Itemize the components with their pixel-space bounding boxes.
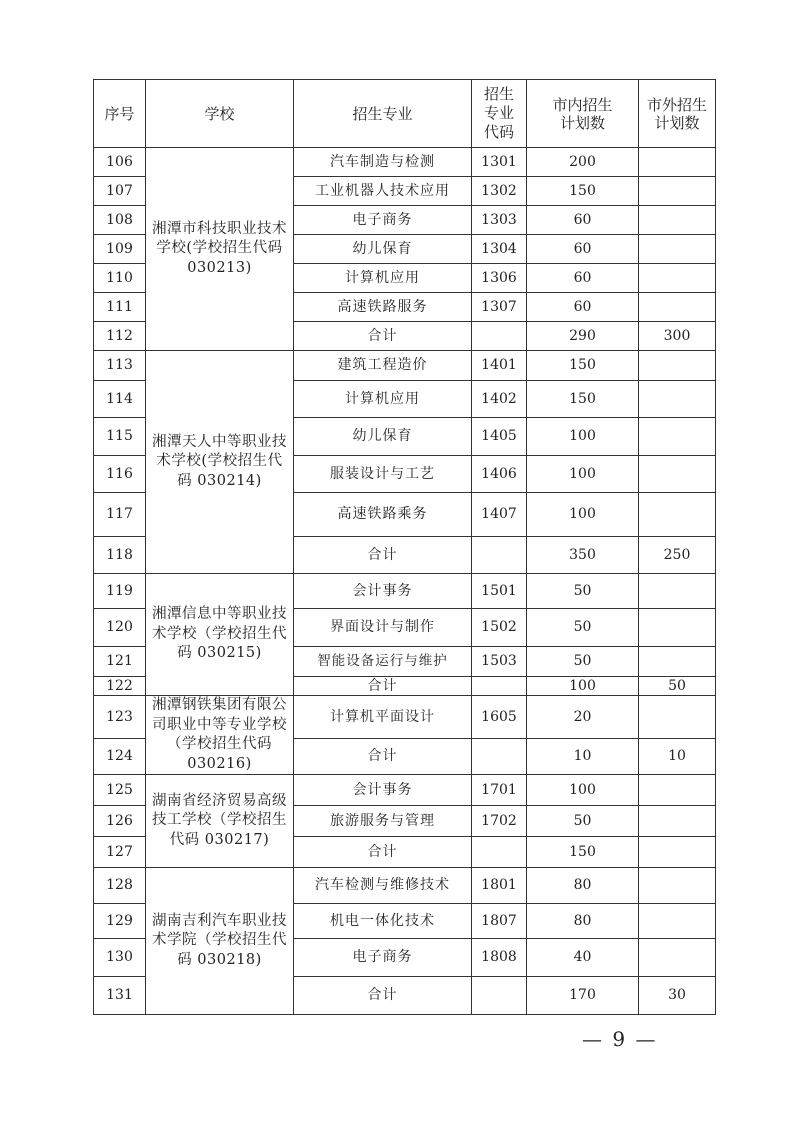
nonlocal-plan-cell <box>639 293 716 322</box>
seq-cell: 124 <box>94 739 146 775</box>
nonlocal-plan-cell <box>639 148 716 177</box>
header-major: 招生专业 <box>294 80 472 148</box>
seq-cell: 122 <box>94 677 146 696</box>
code-cell: 1807 <box>472 904 527 939</box>
seq-cell: 130 <box>94 939 146 977</box>
table-row <box>94 148 716 177</box>
code-cell: 1605 <box>472 696 527 739</box>
school-cell: 湘潭信息中等职业技术学校（学校招生代码 030215) <box>146 574 294 696</box>
major-cell: 计算机平面设计 <box>294 696 472 739</box>
nonlocal-plan-cell <box>639 696 716 739</box>
nonlocal-plan-cell <box>639 868 716 904</box>
local-plan-cell: 350 <box>527 537 639 574</box>
page-number: — 9 — <box>582 1027 658 1051</box>
code-cell: 1401 <box>472 351 527 381</box>
table-row <box>94 696 716 739</box>
code-cell: 1302 <box>472 177 527 206</box>
nonlocal-plan-cell <box>639 206 716 235</box>
nonlocal-plan-cell <box>639 939 716 977</box>
subtotal-label: 合计 <box>294 977 472 1015</box>
nonlocal-plan-cell <box>639 456 716 493</box>
code-cell: 1702 <box>472 806 527 837</box>
seq-cell: 121 <box>94 647 146 677</box>
major-cell: 计算机应用 <box>294 264 472 293</box>
seq-cell: 106 <box>94 148 146 177</box>
nonlocal-plan-cell <box>639 574 716 609</box>
seq-cell: 107 <box>94 177 146 206</box>
nonlocal-plan-cell: 300 <box>639 322 716 351</box>
seq-cell: 110 <box>94 264 146 293</box>
code-cell <box>472 322 527 351</box>
major-cell: 工业机器人技术应用 <box>294 177 472 206</box>
code-cell: 1307 <box>472 293 527 322</box>
major-cell: 旅游服务与管理 <box>294 806 472 837</box>
nonlocal-plan-cell <box>639 418 716 456</box>
major-cell: 汽车制造与检测 <box>294 148 472 177</box>
code-cell: 1808 <box>472 939 527 977</box>
table-row <box>94 351 716 381</box>
major-cell: 幼儿保育 <box>294 235 472 264</box>
header-local-plan: 市内招生 计划数 <box>527 80 639 148</box>
header-nonlocal-plan: 市外招生 计划数 <box>639 80 716 148</box>
code-cell <box>472 739 527 775</box>
local-plan-cell: 20 <box>527 696 639 739</box>
code-cell: 1303 <box>472 206 527 235</box>
local-plan-cell: 60 <box>527 206 639 235</box>
seq-cell: 126 <box>94 806 146 837</box>
local-plan-cell: 100 <box>527 456 639 493</box>
code-cell <box>472 837 527 868</box>
enrollment-plan-table <box>93 79 716 1015</box>
seq-cell: 127 <box>94 837 146 868</box>
nonlocal-plan-cell <box>639 806 716 837</box>
nonlocal-plan-cell: 30 <box>639 977 716 1015</box>
local-plan-cell: 150 <box>527 837 639 868</box>
nonlocal-plan-cell <box>639 264 716 293</box>
major-cell: 电子商务 <box>294 939 472 977</box>
local-plan-cell: 150 <box>527 351 639 381</box>
code-cell: 1301 <box>472 148 527 177</box>
code-cell <box>472 537 527 574</box>
major-cell: 服装设计与工艺 <box>294 456 472 493</box>
major-cell: 计算机应用 <box>294 381 472 418</box>
seq-cell: 115 <box>94 418 146 456</box>
local-plan-cell: 80 <box>527 904 639 939</box>
local-plan-cell: 200 <box>527 148 639 177</box>
nonlocal-plan-cell <box>639 177 716 206</box>
seq-cell: 125 <box>94 775 146 806</box>
school-cell: 湘潭钢铁集团有限公司职业中等专业学校（学校招生代码 030216) <box>146 696 294 775</box>
local-plan-cell: 80 <box>527 868 639 904</box>
seq-cell: 108 <box>94 206 146 235</box>
nonlocal-plan-cell <box>639 904 716 939</box>
major-cell: 机电一体化技术 <box>294 904 472 939</box>
seq-cell: 116 <box>94 456 146 493</box>
code-cell: 1407 <box>472 493 527 537</box>
header-row <box>94 80 716 148</box>
local-plan-cell: 100 <box>527 677 639 696</box>
code-cell: 1502 <box>472 609 527 647</box>
header-seq: 序号 <box>94 80 146 148</box>
code-cell <box>472 977 527 1015</box>
seq-cell: 109 <box>94 235 146 264</box>
nonlocal-plan-cell <box>639 647 716 677</box>
local-plan-cell: 60 <box>527 293 639 322</box>
code-cell: 1406 <box>472 456 527 493</box>
nonlocal-plan-cell <box>639 609 716 647</box>
subtotal-label: 合计 <box>294 739 472 775</box>
local-plan-cell: 100 <box>527 493 639 537</box>
local-plan-cell: 170 <box>527 977 639 1015</box>
local-plan-cell: 100 <box>527 775 639 806</box>
major-cell: 会计事务 <box>294 574 472 609</box>
subtotal-label: 合计 <box>294 322 472 351</box>
major-cell: 汽车检测与维修技术 <box>294 868 472 904</box>
code-cell <box>472 677 527 696</box>
seq-cell: 112 <box>94 322 146 351</box>
nonlocal-plan-cell <box>639 837 716 868</box>
code-cell: 1402 <box>472 381 527 418</box>
subtotal-label: 合计 <box>294 537 472 574</box>
local-plan-cell: 60 <box>527 235 639 264</box>
local-plan-cell: 40 <box>527 939 639 977</box>
school-cell: 湘潭市科技职业技术学校(学校招生代码 030213) <box>146 148 294 351</box>
code-cell: 1801 <box>472 868 527 904</box>
major-cell: 界面设计与制作 <box>294 609 472 647</box>
nonlocal-plan-cell <box>639 775 716 806</box>
seq-cell: 128 <box>94 868 146 904</box>
code-cell: 1304 <box>472 235 527 264</box>
seq-cell: 119 <box>94 574 146 609</box>
local-plan-cell: 60 <box>527 264 639 293</box>
local-plan-cell: 150 <box>527 381 639 418</box>
table-row <box>94 574 716 609</box>
seq-cell: 131 <box>94 977 146 1015</box>
major-cell: 高速铁路乘务 <box>294 493 472 537</box>
seq-cell: 129 <box>94 904 146 939</box>
code-cell: 1405 <box>472 418 527 456</box>
local-plan-cell: 50 <box>527 574 639 609</box>
seq-cell: 111 <box>94 293 146 322</box>
nonlocal-plan-cell <box>639 235 716 264</box>
subtotal-label: 合计 <box>294 677 472 696</box>
subtotal-label: 合计 <box>294 837 472 868</box>
code-cell: 1501 <box>472 574 527 609</box>
local-plan-cell: 50 <box>527 609 639 647</box>
local-plan-cell: 50 <box>527 647 639 677</box>
seq-cell: 118 <box>94 537 146 574</box>
major-cell: 电子商务 <box>294 206 472 235</box>
nonlocal-plan-cell: 10 <box>639 739 716 775</box>
major-cell: 建筑工程造价 <box>294 351 472 381</box>
local-plan-cell: 50 <box>527 806 639 837</box>
nonlocal-plan-cell <box>639 381 716 418</box>
local-plan-cell: 10 <box>527 739 639 775</box>
seq-cell: 114 <box>94 381 146 418</box>
nonlocal-plan-cell <box>639 351 716 381</box>
code-cell: 1701 <box>472 775 527 806</box>
local-plan-cell: 290 <box>527 322 639 351</box>
code-cell: 1306 <box>472 264 527 293</box>
seq-cell: 117 <box>94 493 146 537</box>
seq-cell: 120 <box>94 609 146 647</box>
nonlocal-plan-cell: 250 <box>639 537 716 574</box>
code-cell: 1503 <box>472 647 527 677</box>
major-cell: 高速铁路服务 <box>294 293 472 322</box>
header-school: 学校 <box>146 80 294 148</box>
school-cell: 湖南省经济贸易高级技工学校（学校招生代码 030217) <box>146 775 294 868</box>
seq-cell: 123 <box>94 696 146 739</box>
nonlocal-plan-cell <box>639 493 716 537</box>
local-plan-cell: 150 <box>527 177 639 206</box>
school-cell: 湘潭天人中等职业技术学校(学校招生代码 030214) <box>146 351 294 574</box>
seq-cell: 113 <box>94 351 146 381</box>
major-cell: 会计事务 <box>294 775 472 806</box>
major-cell: 智能设备运行与维护 <box>294 647 472 677</box>
local-plan-cell: 100 <box>527 418 639 456</box>
table-row <box>94 775 716 806</box>
school-cell: 湖南吉利汽车职业技术学院（学校招生代码 030218) <box>146 868 294 1015</box>
header-code: 招生 专业 代码 <box>472 80 527 148</box>
nonlocal-plan-cell: 50 <box>639 677 716 696</box>
table-row <box>94 868 716 904</box>
major-cell: 幼儿保育 <box>294 418 472 456</box>
